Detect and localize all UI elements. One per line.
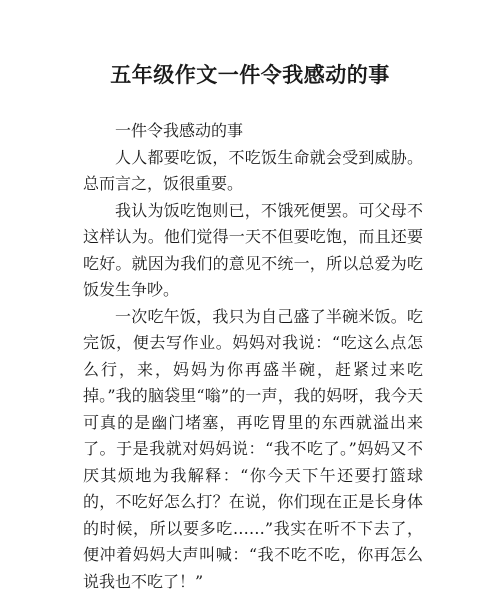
paragraph-2: 我认为饭吃饱则已，不饿死便罢。可父母不这样认为。他们觉得一天不但要吃饱，而且还要吃好。就因为我们的意见不统一，所以总爱为吃饭发生争吵。 (83, 198, 423, 304)
paragraph-heading: 一件令我感动的事 (83, 118, 423, 145)
paragraph-1: 人人都要吃饭，不吃饭生命就会受到威胁。总而言之，饭很重要。 (83, 145, 423, 198)
document-body (83, 118, 423, 595)
document-title: 五年级作文一件令我感动的事 (0, 60, 500, 90)
paragraph-3: 一次吃午饭，我只为自己盛了半碗米饭。吃完饭，便去写作业。妈妈对我说：“吃这么点怎么行，来，妈妈为你再盛半碗，赶紧过来吃掉。”我的脑袋里“嗡”的一声，我的妈呀，我今天可真的是幽门堵塞，再吃胃里的东西就溢出来了。于是我就对妈妈说：“我不吃了。”妈妈又不厌其烦地为我解释：“你今天下午还要打篮球的，不吃好怎么打？在说，你们现在正是长身体的时候，所以要多吃……”我实在听不下去了，便冲着妈妈大声叫喊：“我不吃不吃，你再怎么说我也不吃了！” (83, 304, 423, 595)
